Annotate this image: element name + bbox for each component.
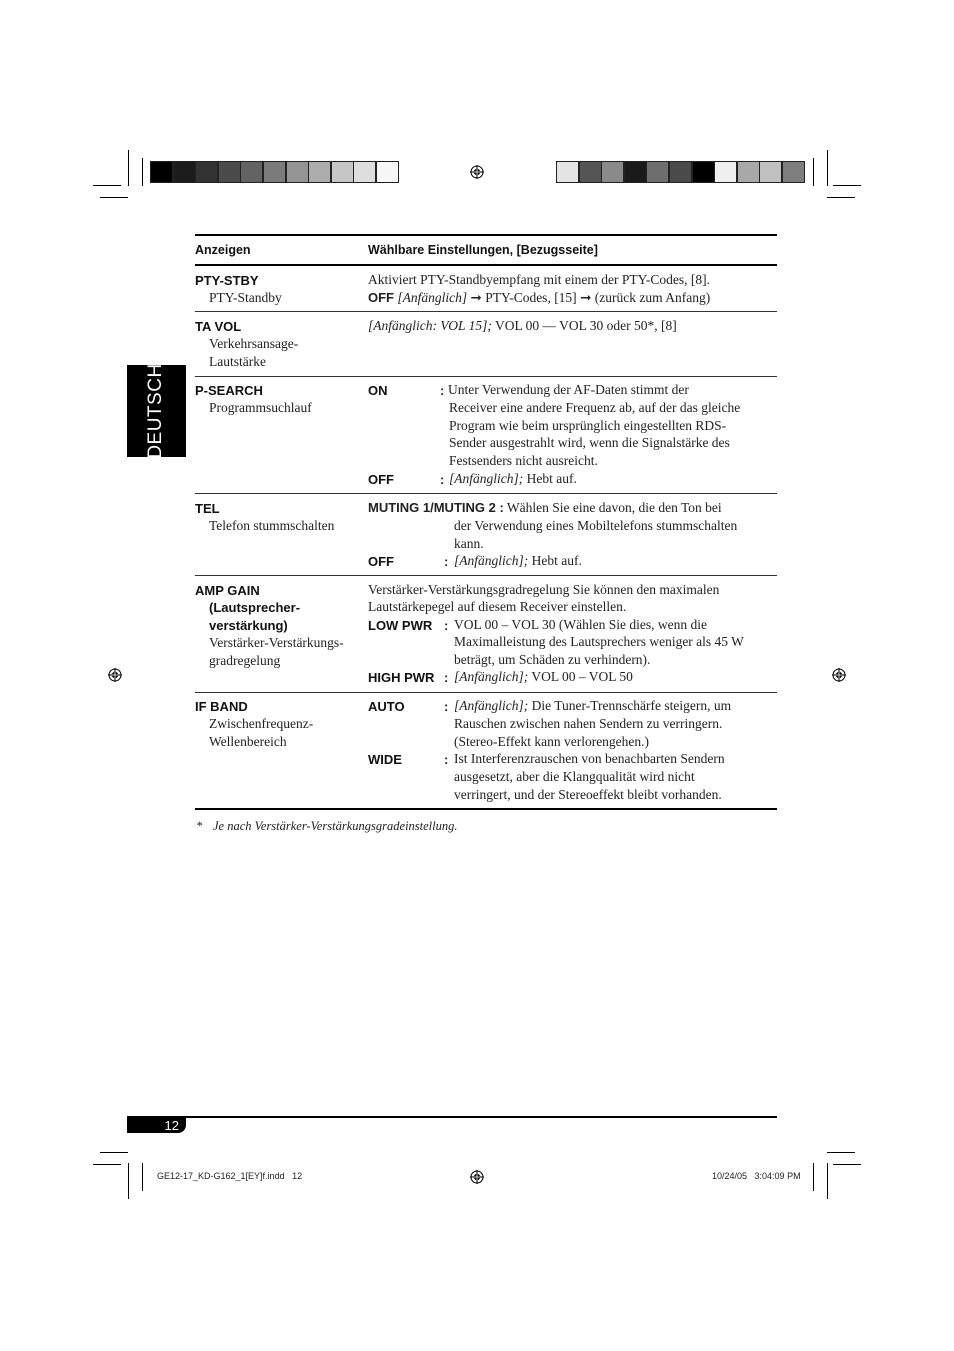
amp-low-line: beträgt, um Schäden zu verhindern).	[454, 652, 651, 667]
row-sub-amp-1: Verstärker-Verstärkungs-	[209, 635, 344, 650]
colon: :	[444, 699, 449, 714]
color-swatch	[646, 161, 669, 183]
crop-mark	[142, 158, 143, 186]
amp-high-initial: [Anfänglich];	[454, 669, 529, 684]
crop-mark	[827, 197, 855, 198]
ifband-wide-line: verringert, und der Stereoeffekt bleibt vorhanden.	[454, 787, 722, 802]
ifband-auto-initial: [Anfänglich];	[454, 698, 529, 713]
ifband-wide-line: Ist Interferenzrauschen von benachbarten Sendern	[454, 751, 725, 766]
ifband-auto: AUTO	[368, 699, 405, 714]
pty-options	[368, 289, 710, 307]
row-divider	[195, 311, 777, 312]
row-sub-ta-1: Verkehrsansage-	[209, 336, 299, 351]
language-tab-label: DEUTSCH	[145, 363, 166, 459]
crop-mark	[100, 197, 128, 198]
ta-range: VOL 00 — VOL 30 oder 50*, [8]	[495, 318, 677, 333]
color-swatch	[556, 161, 579, 183]
amp-intro-2: Lautstärkepegel auf diesem Receiver einstellen.	[368, 599, 627, 614]
table-top-rule	[195, 234, 777, 236]
footnote-mark: *	[196, 819, 203, 833]
amp-low-pwr: LOW PWR	[368, 618, 433, 633]
row-divider	[195, 692, 777, 693]
arrow-right-icon: ➞	[580, 290, 592, 305]
tel-muting-line: Wählen Sie eine davon, die den Ton bei	[506, 500, 722, 515]
color-swatch	[173, 161, 196, 183]
row-sub-if-1: Zwischenfrequenz-	[209, 716, 314, 731]
row-divider	[195, 376, 777, 377]
tel-muting	[368, 499, 722, 517]
psearch-on-line: Receiver eine andere Frequenz ab, auf der das gleiche	[449, 400, 741, 415]
pty-description: Aktiviert PTY-Standbyempfang mit einem der PTY-Codes, [8].	[368, 272, 710, 287]
colon: :	[444, 554, 449, 569]
psearch-on-line: Festsenders nicht ausreicht.	[449, 453, 598, 468]
color-swatch	[692, 161, 715, 183]
row-label-if-band: IF BAND	[195, 699, 248, 714]
ta-options	[368, 317, 677, 335]
row-sub-amp-2: gradregelung	[209, 653, 281, 668]
pty-off: OFF	[368, 290, 394, 305]
print-file-info: GE12-17_KD-G162_1[EY]f.indd 12	[157, 1171, 303, 1181]
psearch-on-line: Sender ausgestrahlt wird, wenn die Signalstärke des	[449, 435, 730, 450]
crop-mark	[833, 185, 861, 186]
amp-low-line: VOL 00 – VOL 30 (Wählen Sie dies, wenn die	[454, 617, 707, 632]
arrow-right-icon: ➞	[470, 290, 482, 305]
crop-mark	[100, 1152, 128, 1153]
ifband-auto-first: Die Tuner-Trennschärfe steigern, um	[531, 698, 732, 713]
color-swatch	[195, 161, 218, 183]
crop-mark	[93, 1164, 121, 1165]
crop-mark	[93, 185, 121, 186]
row-label-amp-gain-3: verstärkung)	[209, 618, 288, 633]
crop-mark	[833, 1164, 861, 1165]
ifband-auto-text	[454, 697, 731, 715]
crop-mark	[827, 1163, 828, 1199]
color-swatch	[714, 161, 737, 183]
psearch-off-rest: Hebt auf.	[526, 471, 577, 486]
color-swatch	[331, 161, 354, 183]
color-swatch	[240, 161, 263, 183]
tel-off: OFF	[368, 554, 394, 569]
color-swatch	[218, 161, 241, 183]
row-label-p-search: P-SEARCH	[195, 383, 263, 398]
language-tab	[127, 365, 186, 457]
page-number-tab	[127, 1118, 186, 1133]
row-sub-programmsuchlauf: Programmsuchlauf	[209, 400, 312, 415]
table-bottom-rule	[195, 808, 777, 810]
amp-intro-1: Verstärker-Verstärkungsgradregelung Sie können den maximalen	[368, 582, 720, 597]
crop-mark	[813, 1163, 814, 1191]
row-divider	[195, 575, 777, 576]
color-swatch	[669, 161, 692, 183]
psearch-off: OFF	[368, 472, 394, 487]
page-number: 12	[164, 1118, 179, 1133]
colon: :	[444, 618, 449, 633]
header-col-einstellungen: Wählbare Einstellungen, [Bezugsseite]	[368, 243, 598, 257]
color-swatch	[263, 161, 286, 183]
ta-initial: [Anfänglich: VOL 15];	[368, 318, 492, 333]
row-label-tel: TEL	[195, 501, 220, 516]
color-swatch	[579, 161, 602, 183]
tel-off-rest: Hebt auf.	[531, 553, 582, 568]
crop-mark	[813, 158, 814, 186]
tel-off-initial: [Anfänglich];	[454, 553, 529, 568]
registration-mark-icon	[108, 668, 122, 682]
tel-off-text	[454, 552, 582, 570]
amp-high-rest: VOL 00 – VOL 50	[531, 669, 633, 684]
row-label-pty-stby: PTY-STBY	[195, 273, 259, 288]
color-swatch	[353, 161, 376, 183]
amp-high-text	[454, 668, 633, 686]
row-label-ta-vol: TA VOL	[195, 319, 242, 334]
color-swatch	[376, 161, 399, 183]
ifband-auto-line: Rauschen zwischen nahen Sendern zu verringern.	[454, 716, 723, 731]
header-col-anzeigen: Anzeigen	[195, 243, 251, 257]
psearch-on-line: Program wie beim ursprünglich eingestellten RDS-	[449, 418, 727, 433]
psearch-off-text	[449, 470, 577, 488]
amp-low-line: Maximalleistung des Lautsprechers weniger als 45 W	[454, 634, 744, 649]
pty-return: (zurück zum Anfang)	[594, 290, 711, 305]
row-sub-if-2: Wellenbereich	[209, 734, 287, 749]
pty-codes: PTY-Codes, [15]	[485, 290, 577, 305]
color-swatch	[308, 161, 331, 183]
footer-rule	[127, 1116, 777, 1118]
row-sub-telefon: Telefon stummschalten	[209, 518, 335, 533]
footnote-text: Je nach Verstärker-Verstärkungsgradeinstellung.	[213, 819, 458, 833]
amp-high-pwr: HIGH PWR	[368, 670, 435, 685]
crop-mark	[128, 150, 129, 186]
header-rule	[195, 264, 777, 266]
row-sub-ta-2: Lautstärke	[209, 354, 266, 369]
registration-mark-icon	[470, 1170, 484, 1184]
crop-mark	[142, 1163, 143, 1191]
colon: :	[440, 383, 445, 398]
ifband-auto-line: (Stereo-Effekt kann verlorengehen.)	[454, 734, 650, 749]
row-divider	[195, 493, 777, 494]
crop-mark	[827, 150, 828, 186]
color-swatch	[759, 161, 782, 183]
crop-mark	[128, 1163, 129, 1199]
ifband-wide: WIDE	[368, 752, 402, 767]
color-swatch	[624, 161, 647, 183]
color-swatch	[286, 161, 309, 183]
colon: :	[444, 670, 449, 685]
color-swatch	[150, 161, 173, 183]
pty-initial: [Anfänglich]	[397, 290, 468, 305]
psearch-off-initial: [Anfänglich];	[449, 471, 524, 486]
color-swatch	[601, 161, 624, 183]
color-swatch	[737, 161, 760, 183]
colon: :	[444, 752, 449, 767]
registration-mark-icon	[470, 165, 484, 179]
row-label-amp-gain: AMP GAIN	[195, 583, 260, 598]
colon: :	[440, 472, 445, 487]
registration-mark-icon	[832, 668, 846, 682]
psearch-on-line: Unter Verwendung der AF-Daten stimmt der	[448, 382, 689, 397]
tel-muting-label: MUTING 1/MUTING 2 :	[368, 500, 504, 515]
ifband-wide-line: ausgesetzt, aber die Klangqualität wird nicht	[454, 769, 695, 784]
print-date-info: 10/24/05 3:04:09 PM	[712, 1171, 801, 1181]
crop-mark	[827, 1152, 855, 1153]
row-sub-pty-standby: PTY-Standby	[209, 290, 282, 305]
row-label-amp-gain-2: (Lautsprecher-	[209, 600, 301, 615]
tel-muting-line: kann.	[454, 536, 484, 551]
tel-muting-line: der Verwendung eines Mobiltelefons stummschalten	[454, 518, 738, 533]
psearch-on: ON	[368, 383, 388, 398]
color-swatch	[782, 161, 805, 183]
